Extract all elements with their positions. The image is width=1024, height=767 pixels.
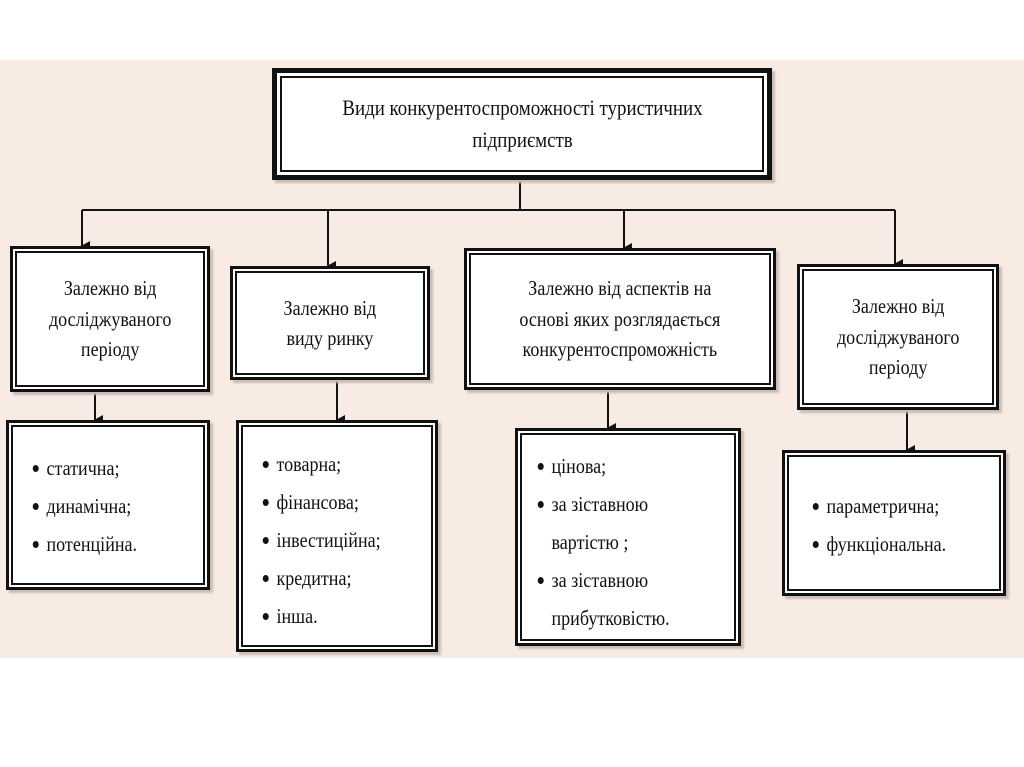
title-text: Види конкурентоспроможності туристичних підприємств [341, 95, 703, 152]
list-item: кредитна; [261, 559, 381, 597]
title-box [272, 68, 772, 180]
list-item [536, 485, 670, 561]
list-item: функціональна. [811, 525, 946, 563]
list-item: динамічна; [31, 487, 137, 525]
list-item: товарна; [261, 445, 381, 483]
list-item: параметрична; [811, 487, 946, 525]
list-3 [536, 447, 670, 637]
category-box-2 [230, 266, 430, 380]
list-item-continuation: прибутковістю. [551, 606, 670, 630]
list-item-text: за зіставною [551, 492, 649, 516]
list-item [536, 561, 670, 637]
list-box-4 [782, 450, 1006, 596]
list-box-1 [6, 420, 210, 590]
category-heading-1: Залежно від досліджуваного періоду [48, 276, 172, 362]
category-box-3 [464, 248, 776, 390]
list-box-2 [236, 420, 438, 652]
category-box-4 [797, 264, 999, 410]
category-heading-4: Залежно від досліджуваного періоду [836, 294, 960, 380]
list-item: інвестиційна; [261, 521, 381, 559]
category-heading-3: Залежно від аспектів на основі яких розглядається конкурентоспроможність [519, 276, 721, 362]
list-item-continuation: вартістю ; [551, 530, 629, 554]
category-box-1 [10, 246, 210, 392]
list-item-text: за зіставною [551, 568, 649, 592]
list-item: статична; [31, 449, 137, 487]
list-item: фінансова; [261, 483, 381, 521]
category-heading-2: Залежно від виду ринку [283, 295, 377, 350]
list-box-3 [515, 428, 741, 646]
list-item: інша. [261, 597, 381, 635]
list-item: потенційна. [31, 525, 137, 563]
list-item: цінова; [536, 447, 670, 485]
list-1 [31, 449, 137, 563]
list-4 [811, 487, 946, 563]
list-2 [261, 445, 381, 635]
